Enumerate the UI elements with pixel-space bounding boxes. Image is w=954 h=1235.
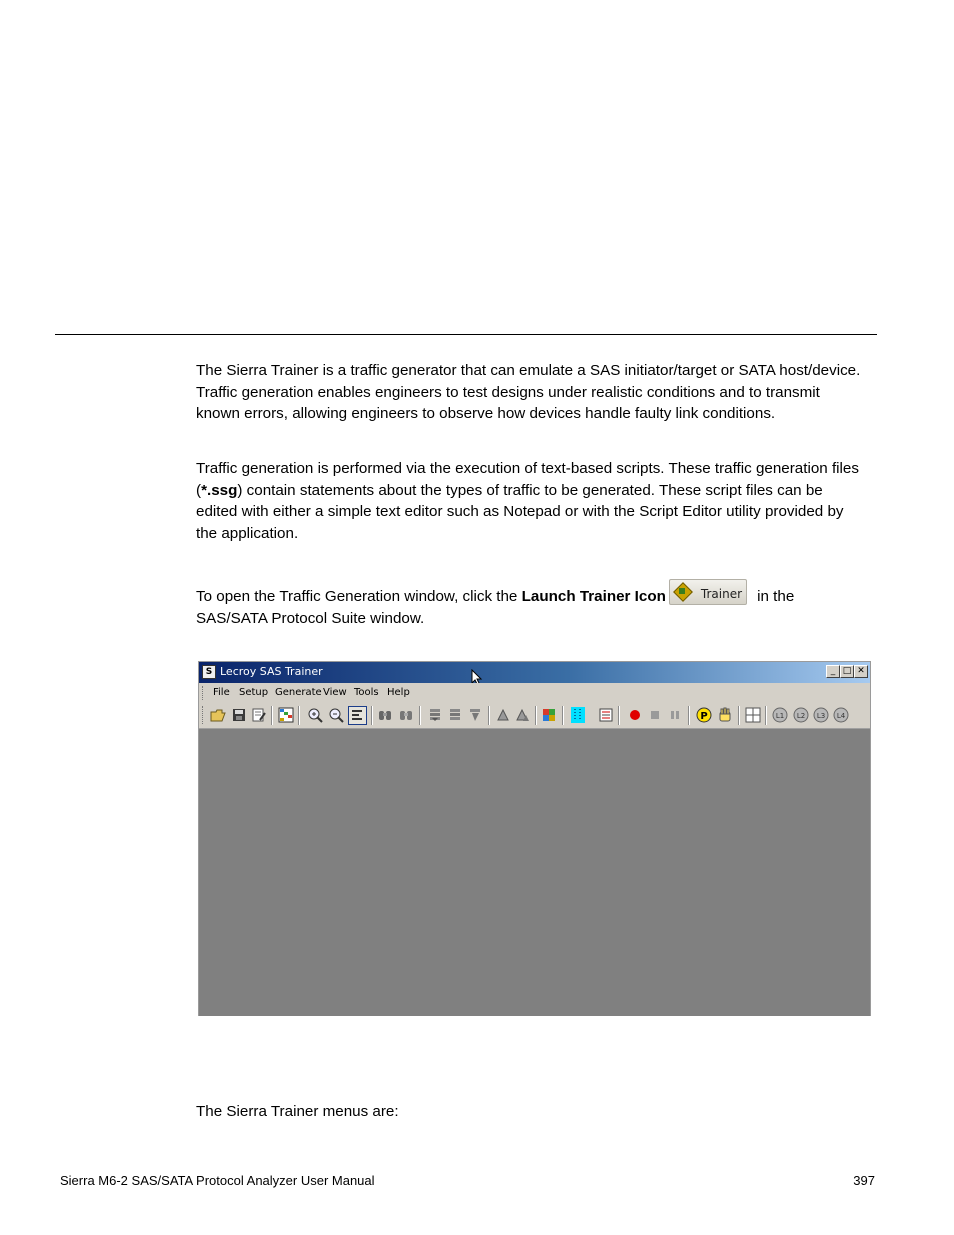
l2-icon[interactable] bbox=[793, 707, 809, 723]
record-icon[interactable] bbox=[627, 707, 643, 723]
open-folder-icon[interactable] bbox=[210, 707, 226, 723]
intro-paragraph: The Sierra Trainer is a traffic generator that can emulate a SAS initiator/target or SATA host/device. Traffic generation enables engineers to test designs under realistic conditions and to transmit known errors, allowing engineers to observe how devices handle faulty link conditions. bbox=[196, 362, 861, 423]
p-icon-label: P bbox=[700, 711, 708, 722]
footer-title: Sierra M6-2 SAS/SATA Protocol Analyzer User Manual bbox=[60, 1173, 375, 1188]
toolbar-separator bbox=[419, 706, 421, 725]
zoom-in-icon[interactable] bbox=[307, 707, 323, 723]
l1-icon-label: L1 bbox=[775, 712, 785, 720]
find-icon[interactable] bbox=[377, 707, 393, 723]
menu-bar bbox=[199, 683, 870, 703]
run-all-icon[interactable] bbox=[515, 707, 531, 723]
stop-icon[interactable] bbox=[647, 707, 663, 723]
toolbar-separator bbox=[688, 706, 690, 725]
window-titlebar bbox=[199, 662, 870, 683]
l1-icon[interactable] bbox=[772, 707, 788, 723]
menu-setup[interactable]: Setup bbox=[239, 687, 269, 698]
l3-icon[interactable] bbox=[813, 707, 829, 723]
l2-icon-label: L2 bbox=[796, 712, 806, 720]
toolbar bbox=[199, 703, 870, 729]
toolbar-separator bbox=[271, 706, 273, 725]
toolbar-separator bbox=[371, 706, 373, 725]
launch-trainer-label: Launch Trainer Icon bbox=[521, 588, 666, 605]
save-icon[interactable] bbox=[231, 707, 247, 723]
trainer-window-screenshot bbox=[198, 661, 871, 1016]
window-title: Lecroy SAS Trainer bbox=[220, 665, 323, 678]
open-trainer-text-c: in the SAS/SATA Protocol Suite window. bbox=[196, 588, 795, 627]
hand-icon[interactable] bbox=[717, 707, 733, 723]
edit-icon[interactable] bbox=[251, 707, 267, 723]
menus-intro: The Sierra Trainer menus are: bbox=[196, 1103, 399, 1120]
pause-icon[interactable] bbox=[667, 707, 683, 723]
filter-icon[interactable] bbox=[598, 707, 614, 723]
toolbar-separator bbox=[535, 706, 537, 725]
toolbar-separator bbox=[738, 706, 740, 725]
menu-view[interactable]: View bbox=[323, 687, 347, 698]
minimize-button[interactable]: _ bbox=[826, 665, 840, 678]
menu-file[interactable]: File bbox=[213, 687, 230, 698]
app-icon: S bbox=[202, 665, 216, 679]
p-icon[interactable] bbox=[696, 707, 712, 723]
script-paragraph bbox=[196, 458, 861, 545]
section-rule bbox=[55, 334, 877, 335]
toolbar-separator bbox=[488, 706, 490, 725]
trainer-button-label: Trainer bbox=[700, 587, 743, 601]
l4-icon-label: L4 bbox=[836, 712, 846, 720]
frames-icon[interactable] bbox=[570, 707, 586, 723]
toolbar-separator bbox=[618, 706, 620, 725]
find-next-icon[interactable] bbox=[398, 707, 414, 723]
file-extension: *.ssg bbox=[201, 481, 238, 499]
close-button[interactable]: ✕ bbox=[854, 665, 868, 678]
toolbar-separator bbox=[765, 706, 767, 725]
toolbar-separator bbox=[298, 706, 300, 725]
trainer-icon-center bbox=[679, 588, 685, 594]
menu-tools[interactable]: Tools bbox=[354, 687, 379, 698]
run-script-icon[interactable] bbox=[495, 707, 511, 723]
toolbar-separator bbox=[562, 706, 564, 725]
zoom-out-icon[interactable] bbox=[328, 707, 344, 723]
color-icon[interactable] bbox=[541, 707, 557, 723]
tile-icon[interactable] bbox=[745, 707, 761, 723]
goto-icon[interactable] bbox=[427, 707, 443, 723]
page-number: 397 bbox=[853, 1173, 875, 1188]
script-paragraph-text-a: Traffic generation is performed via the execution of text-based scripts. These traffic generation files ( bbox=[196, 460, 859, 499]
menu-generate[interactable]: Generate bbox=[275, 687, 322, 698]
menu-help[interactable]: Help bbox=[387, 687, 410, 698]
open-trainer-text-a: To open the Traffic Generation window, click the bbox=[196, 588, 522, 605]
toolbar-grip bbox=[202, 706, 205, 724]
launch-trainer-button[interactable] bbox=[669, 579, 747, 605]
grid-icon[interactable] bbox=[278, 707, 294, 723]
wrap-icon[interactable] bbox=[348, 706, 367, 725]
l4-icon[interactable] bbox=[833, 707, 849, 723]
menu-grip bbox=[202, 686, 205, 700]
goto-marker-icon[interactable] bbox=[447, 707, 463, 723]
open-trainer-paragraph bbox=[196, 579, 861, 629]
script-paragraph-text-c: ) contain statements about the types of traffic to be generated. These script files can be edited with either a simple text editor such as Notepad or with the Script Editor utility provided by the application. bbox=[196, 481, 844, 543]
workspace-area bbox=[199, 729, 870, 1016]
maximize-button[interactable]: □ bbox=[840, 665, 854, 678]
goto-trigger-icon[interactable] bbox=[467, 707, 483, 723]
l3-icon-label: L3 bbox=[816, 712, 826, 720]
